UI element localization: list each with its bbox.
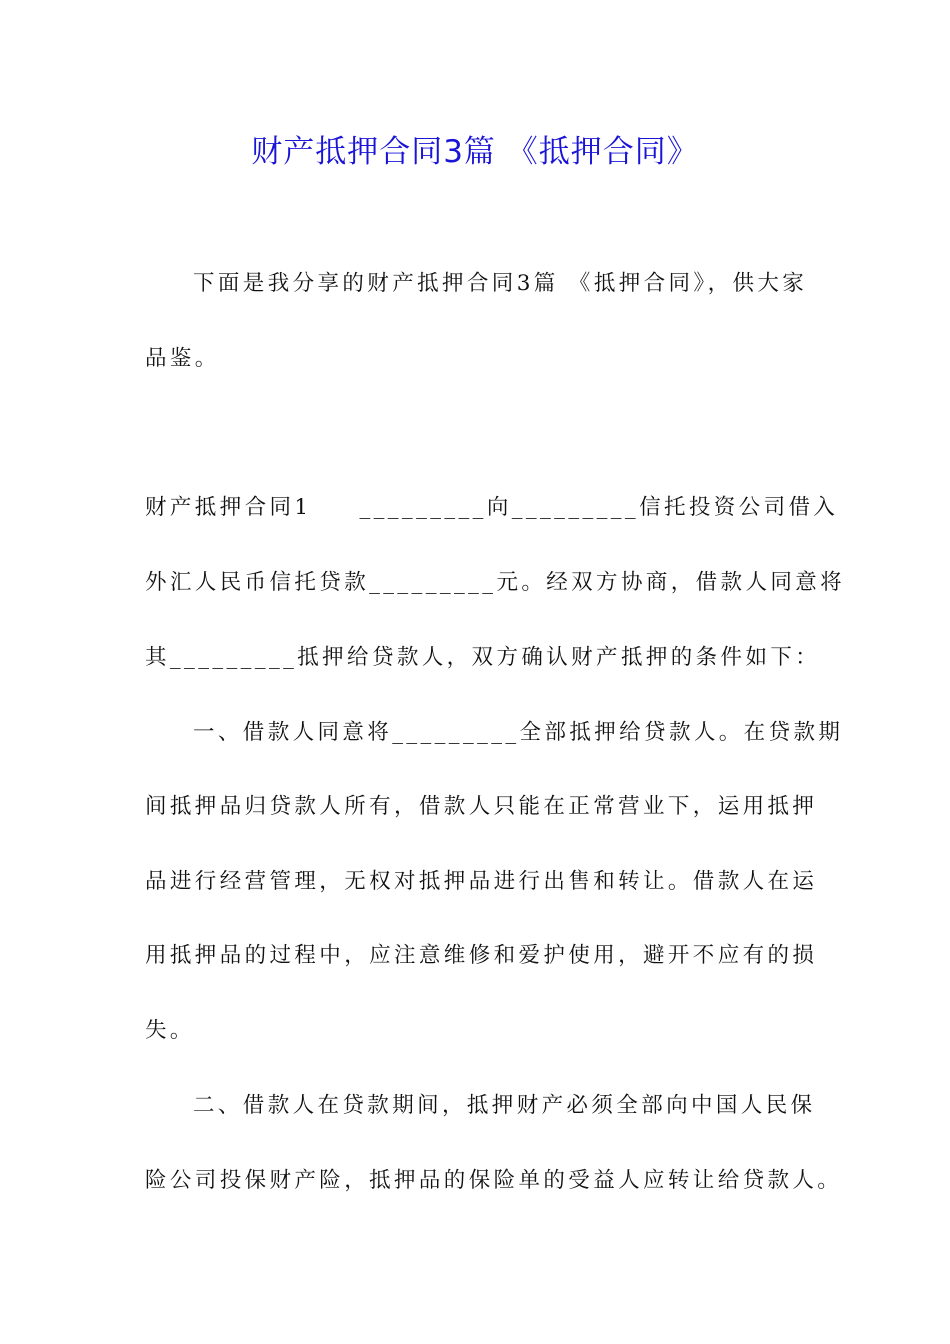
- intro-line-2: 品鉴。: [145, 346, 220, 371]
- body-line-7: 用抵押品的过程中，应注意维修和爱护使用，避开不应有的损: [145, 943, 818, 968]
- body-line-9: 二、借款人在贷款期间，抵押财产必须全部向中国人民保: [193, 1093, 816, 1118]
- body-line-4: 一、借款人同意将_________全部抵押给贷款人。在贷款期: [193, 720, 844, 745]
- body-line-10: 险公司投保财产险，抵押品的保险单的受益人应转让给贷款人。: [145, 1168, 843, 1193]
- body-line-8: 失。: [145, 1018, 195, 1043]
- document-title: 财产抵押合同3篇 《抵押合同》: [251, 134, 699, 170]
- body-line-6: 品进行经营管理，无权对抵押品进行出售和转让。借款人在运: [145, 869, 818, 894]
- section-first-line: [145, 492, 839, 524]
- body-line-5: 间抵押品归贷款人所有，借款人只能在正常营业下，运用抵押: [145, 794, 818, 819]
- body-line-3: 其_________抵押给贷款人，双方确认财产抵押的条件如下：: [145, 645, 821, 670]
- intro-line-1: 下面是我分享的财产抵押合同3篇 《抵押合同》，供大家: [193, 271, 808, 296]
- section-heading: 财产抵押合同1: [145, 495, 312, 520]
- body-line-2: 外汇人民币信托贷款_________元。经双方协商，借款人同意将: [145, 570, 846, 595]
- body-line-1: _________向_________信托投资公司借入: [359, 495, 839, 520]
